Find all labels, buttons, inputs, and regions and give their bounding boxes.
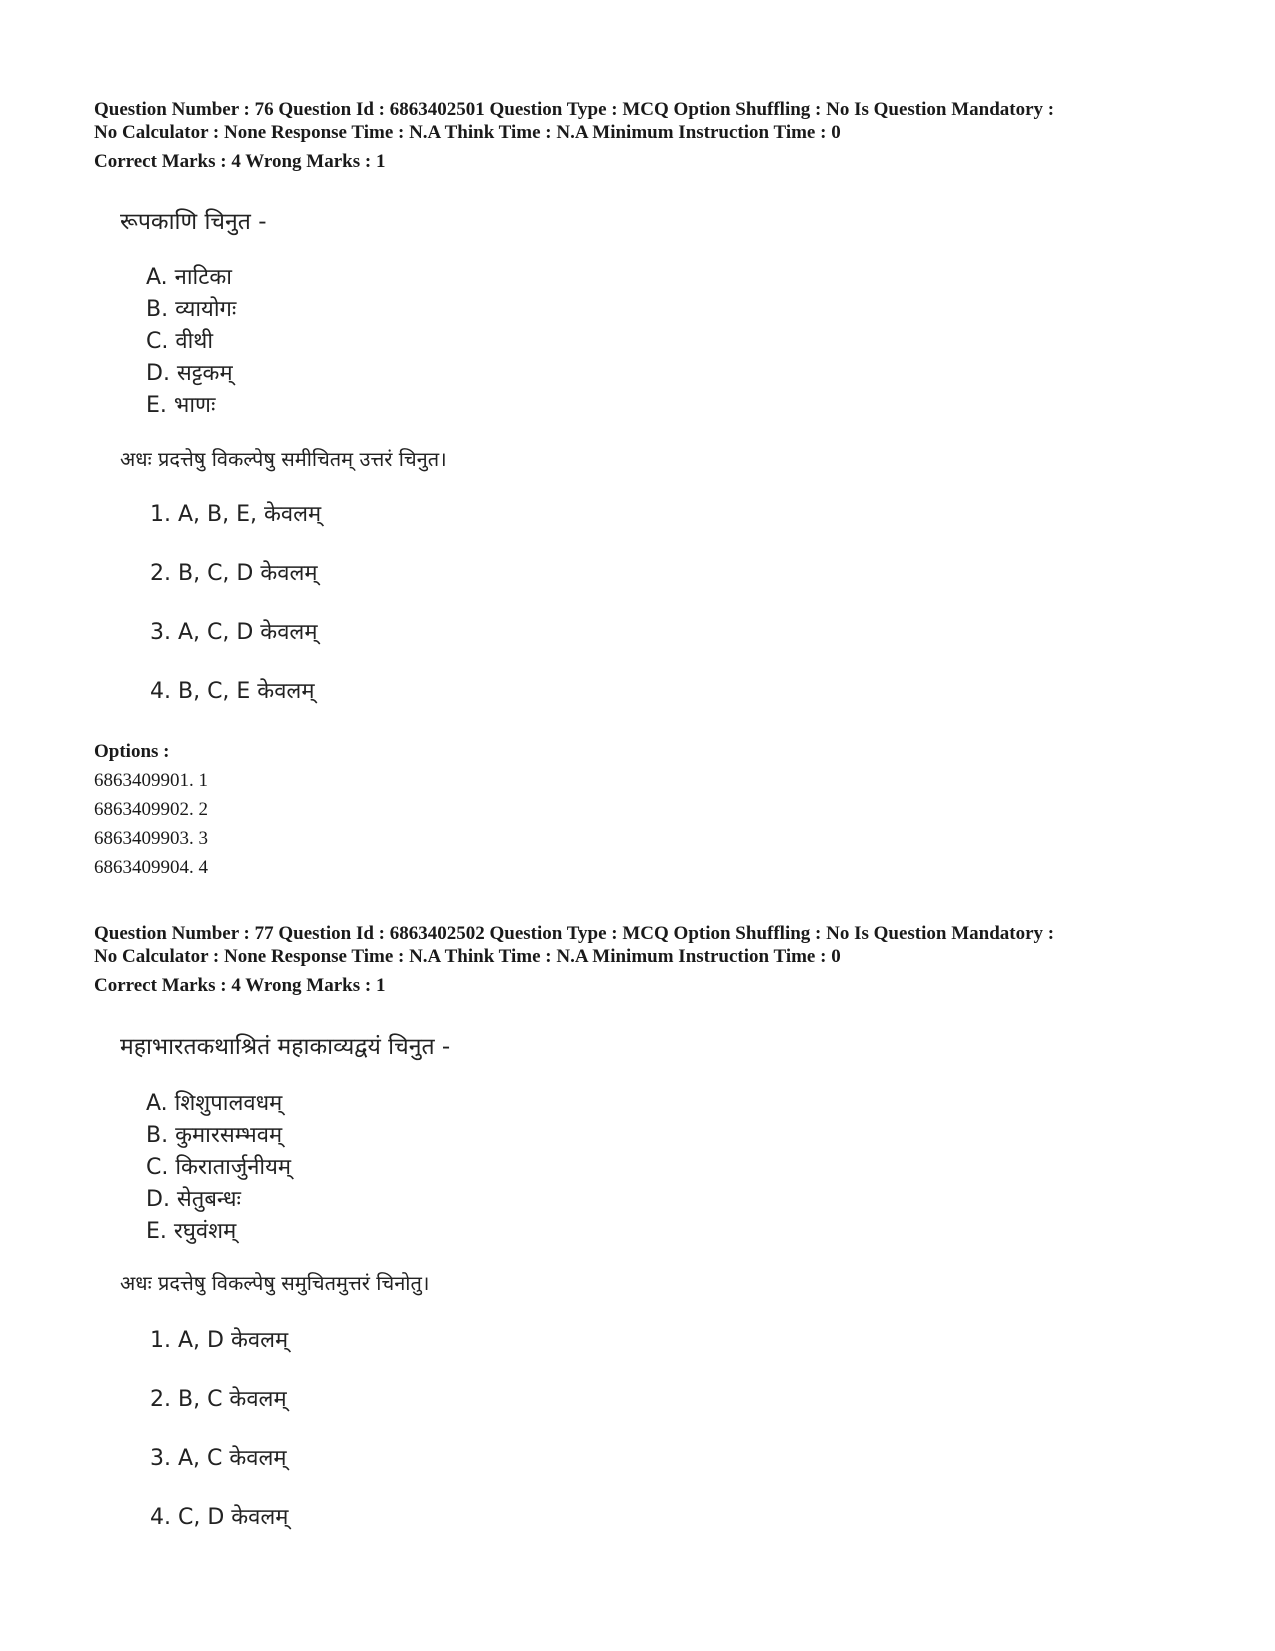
choice-item: 1. A, B, E, केवलम् [150,502,322,527]
choice-list [150,500,321,736]
statement-item: B. कुमारसम्भवम् [146,1123,283,1148]
question-instruction: अधः प्रदत्तेषु विकल्पेषु समुचितमुत्तरं चिनोतु। [120,1271,430,1295]
statement-item: E. भाणः [146,393,216,418]
question-header-line2: No Calculator : None Response Time : N.A Think Time : N.A Minimum Instruction Time : 0 [94,122,841,143]
choice-item: 3. A, C, D केवलम् [150,620,318,645]
choice-item: 3. A, C केवलम् [150,1446,287,1471]
option-id: 6863409903. 3 [94,828,208,849]
statement-list [146,1088,291,1248]
statement-item: D. सेतुबन्धः [146,1187,241,1212]
question-marks: Correct Marks : 4 Wrong Marks : 1 [94,975,386,996]
option-id: 6863409904. 4 [94,857,208,878]
options-title: Options : [94,741,170,762]
choice-item: 1. A, D केवलम् [150,1328,289,1353]
statement-item: C. वीथी [146,329,214,354]
question-header-line1: Question Number : 77 Question Id : 6863402502 Question Type : MCQ Option Shuffling : No Is Question Mandatory : [94,923,1055,944]
choice-item: 4. B, C, E केवलम् [150,679,315,704]
statement-item: D. सट्टकम् [146,361,233,386]
question-prompt: रूपकाणि चिनुत - [120,209,267,235]
statement-item: A. नाटिका [146,265,232,290]
choice-item: 2. B, C, D केवलम् [150,561,318,586]
statement-item: C. किरातार्जुनीयम् [146,1155,292,1180]
choice-item: 2. B, C केवलम् [150,1387,287,1412]
statement-item: A. शिशुपालवधम् [146,1091,283,1116]
question-instruction: अधः प्रदत्तेषु विकल्पेषु समीचितम् उत्तरं चिनुत। [120,447,447,471]
question-header-line1: Question Number : 76 Question Id : 6863402501 Question Type : MCQ Option Shuffling : No Is Question Mandatory : [94,99,1055,120]
question-header-line2: No Calculator : None Response Time : N.A Think Time : N.A Minimum Instruction Time : 0 [94,946,841,967]
option-id: 6863409902. 2 [94,799,208,820]
choice-list [150,1326,288,1562]
options-list [94,766,208,882]
choice-item: 4. C, D केवलम् [150,1505,289,1530]
option-id: 6863409901. 1 [94,770,208,791]
question-prompt: महाभारतकथाश्रितं महाकाव्यद्वयं चिनुत - [120,1034,451,1060]
statement-item: E. रघुवंशम् [146,1219,237,1244]
statement-list [146,262,236,422]
question-marks: Correct Marks : 4 Wrong Marks : 1 [94,151,386,172]
statement-item: B. व्यायोगः [146,297,237,322]
